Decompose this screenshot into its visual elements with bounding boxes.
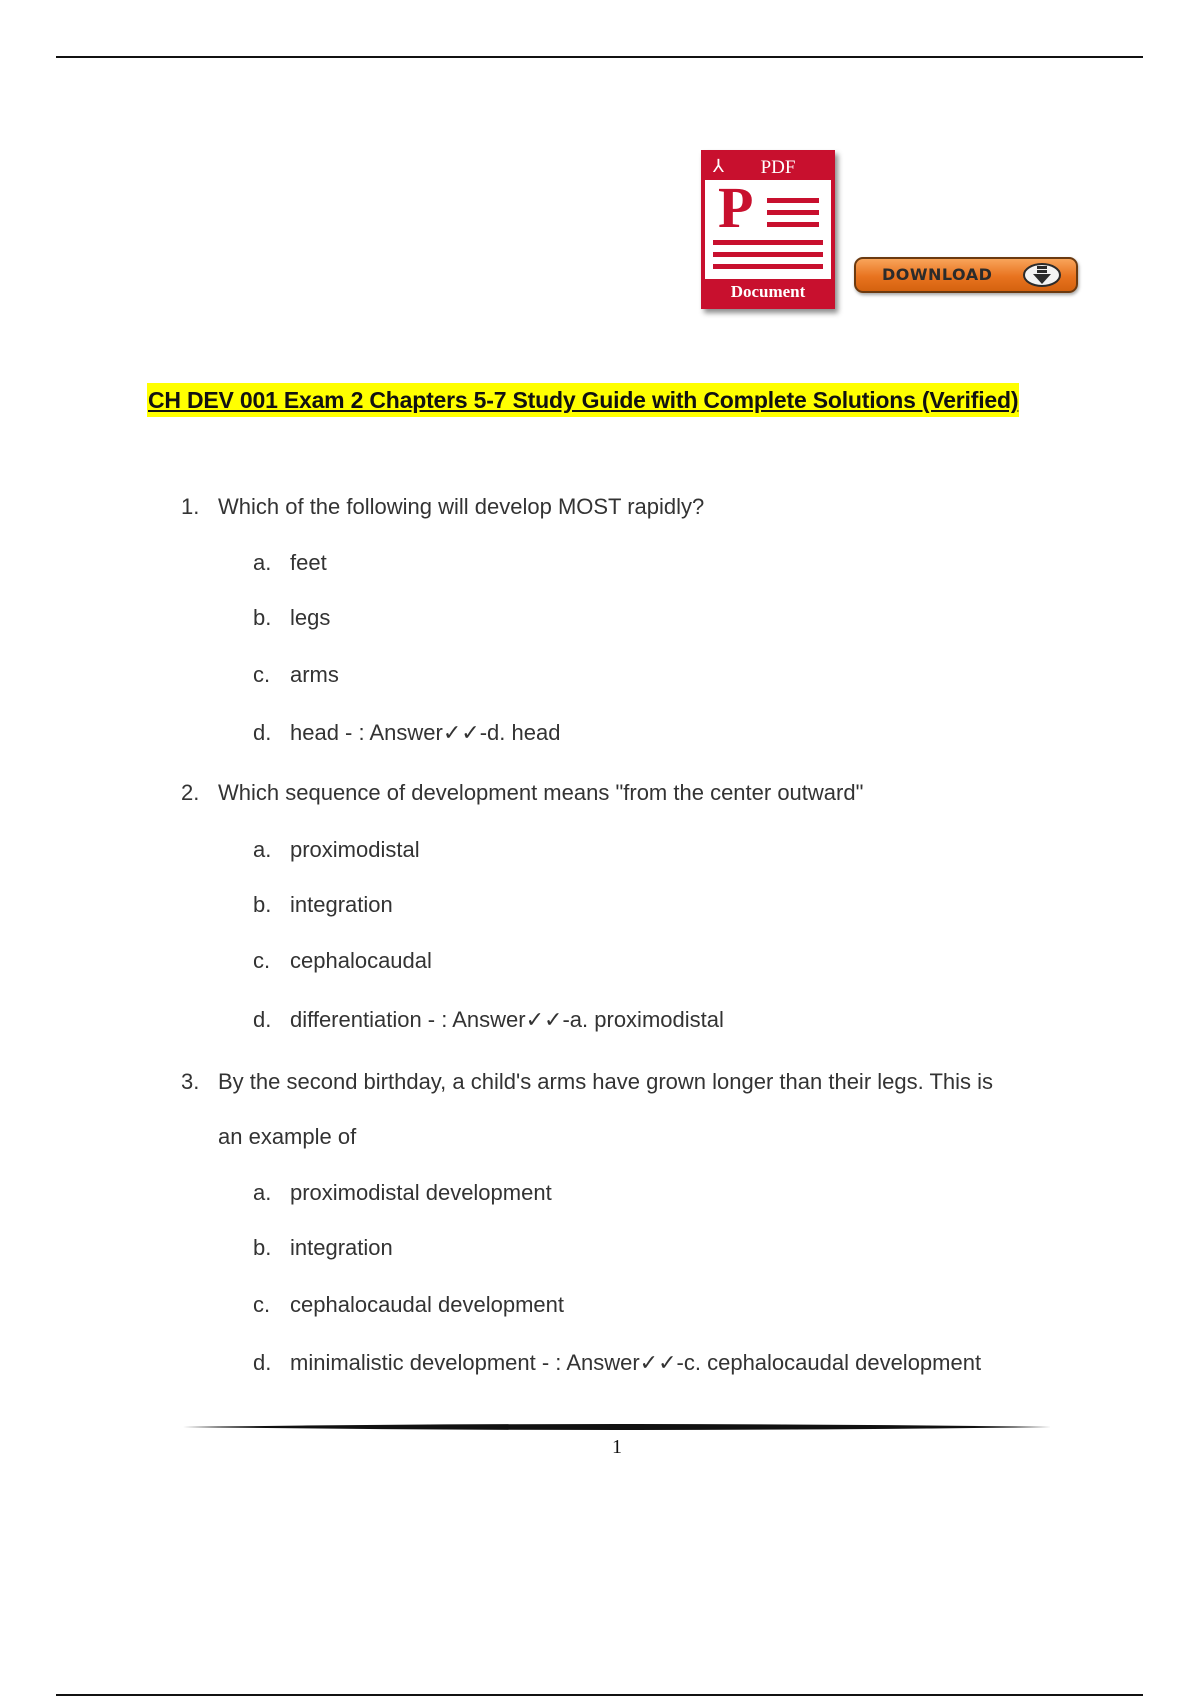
- pdf-icon-line: [767, 222, 819, 227]
- footer-rule: [183, 1423, 1051, 1431]
- top-rule: [56, 56, 1143, 58]
- bottom-rule: [56, 1694, 1143, 1696]
- question-text: By the second birthday, a child's arms have grown longer than their legs. This is: [218, 1069, 994, 1094]
- option-text: feet: [290, 550, 327, 575]
- option-text-answer: minimalistic development - : Answer✓✓-c. cephalocaudal development: [290, 1350, 982, 1375]
- pdf-icon-label: PDF: [760, 157, 796, 178]
- option-letter: b.: [253, 892, 272, 917]
- option-text: cephalocaudal: [290, 948, 432, 973]
- pdf-icon-line: [767, 210, 819, 215]
- pdf-icon-line: [713, 240, 823, 245]
- question-number: 1.: [181, 494, 200, 519]
- question-number: 3.: [181, 1069, 200, 1094]
- option-letter: d.: [253, 720, 272, 745]
- option-letter: a.: [253, 837, 272, 862]
- pdf-icon-line: [713, 252, 823, 257]
- option-text: legs: [290, 605, 331, 630]
- option-letter: d.: [253, 1350, 272, 1375]
- question-text: Which of the following will develop MOST rapidly?: [218, 494, 705, 519]
- download-button[interactable]: [854, 257, 1078, 293]
- pdf-icon-letter: P: [718, 175, 754, 240]
- option-text: integration: [290, 892, 393, 917]
- option-text: integration: [290, 1235, 393, 1260]
- download-arrow-icon: [1022, 262, 1062, 288]
- option-letter: c.: [253, 662, 271, 687]
- pdf-icon-line: [767, 198, 819, 203]
- option-text-answer: differentiation - : Answer✓✓-a. proximodistal: [290, 1007, 724, 1032]
- pdf-icon-bottom-label: Document: [705, 279, 831, 305]
- option-letter: a.: [253, 550, 272, 575]
- pdf-icon-line: [713, 264, 823, 269]
- option-text: proximodistal: [290, 837, 420, 862]
- question-text: Which sequence of development means "from the center outward": [218, 780, 864, 805]
- option-letter: c.: [253, 948, 271, 973]
- question-number: 2.: [181, 780, 200, 805]
- acrobat-icon: ⅄: [713, 156, 724, 177]
- option-letter: d.: [253, 1007, 272, 1032]
- option-text: cephalocaudal development: [290, 1292, 564, 1317]
- page-number: 1: [612, 1436, 622, 1458]
- question-text-continued: an example of: [218, 1124, 357, 1149]
- option-text-answer: head - : Answer✓✓-d. head: [290, 720, 561, 745]
- pdf-document-icon[interactable]: [701, 150, 835, 309]
- option-letter: c.: [253, 1292, 271, 1317]
- option-letter: b.: [253, 1235, 272, 1260]
- option-text: proximodistal development: [290, 1180, 552, 1205]
- download-button-label: DOWNLOAD: [882, 265, 993, 284]
- option-text: arms: [290, 662, 339, 687]
- option-letter: b.: [253, 605, 272, 630]
- document-title: CH DEV 001 Exam 2 Chapters 5-7 Study Guide with Complete Solutions (Verified): [147, 383, 1019, 417]
- option-letter: a.: [253, 1180, 272, 1205]
